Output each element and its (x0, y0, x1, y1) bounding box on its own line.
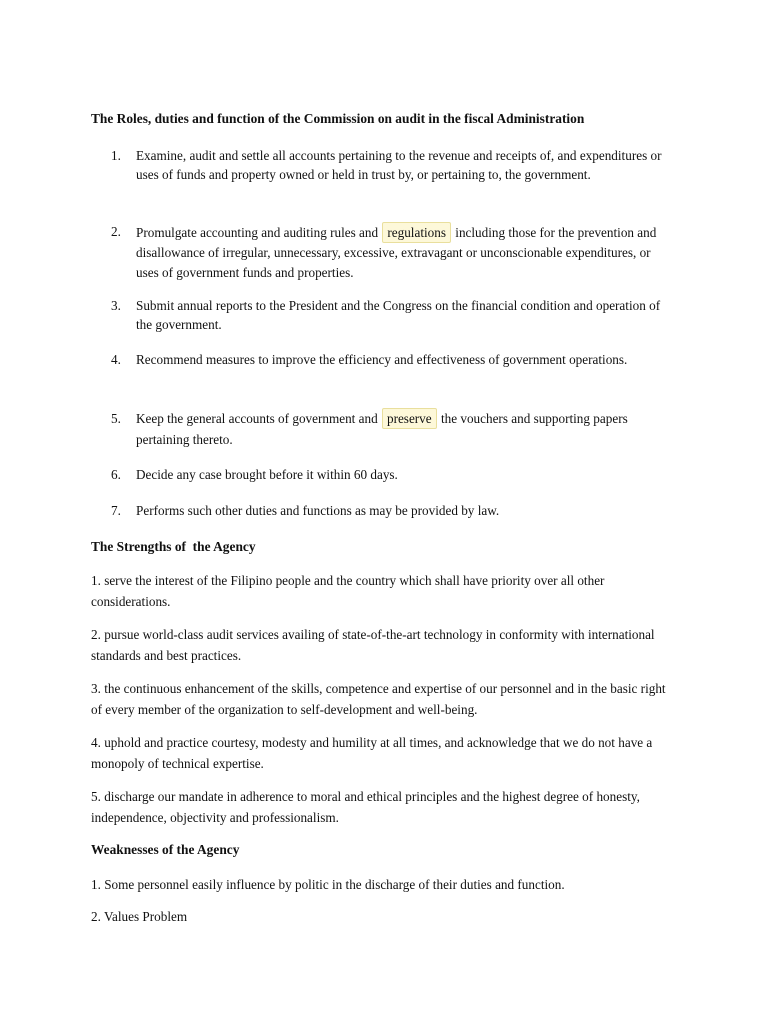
weaknesses-heading: Weaknesses of the Agency (91, 842, 240, 857)
list-number: 3. (111, 298, 121, 313)
text-after: including those for the prevention and disallowance of irregular, unnecessary, excessive, extravagant or unconscionable expenditures, or uses of government funds and properties. (136, 225, 657, 280)
highlighted-term[interactable]: regulations (382, 222, 451, 243)
list-text (136, 222, 676, 282)
strengths-heading: The Strengths of the Agency (91, 539, 256, 554)
weakness-item: 1. Some personnel easily influence by politic in the discharge of their duties and function. (91, 877, 565, 892)
list-text: Examine, audit and settle all accounts pertaining to the revenue and receipts of, and expenditures or uses of funds and property owned or held in trust by, or pertaining to, the government. (136, 148, 662, 182)
strength-item: 4. uphold and practice courtesy, modesty and humility at all times, and acknowledge that we do not have a monopoly of technical expertise. (91, 735, 653, 771)
list-number: 6. (111, 467, 121, 482)
list-text: Submit annual reports to the President and the Congress on the financial condition and operation of the government. (136, 298, 661, 332)
highlighted-term[interactable]: preserve (382, 408, 437, 429)
strength-item: 3. the continuous enhancement of the skills, competence and expertise of our personnel and in the basic right of every member of the organization to self-development and well-being. (91, 681, 666, 717)
document-title: The Roles, duties and function of the Commission on audit in the fiscal Administration (91, 111, 585, 126)
text-before: Promulgate accounting and auditing rules and (136, 225, 379, 240)
list-text: Performs such other duties and functions as may be provided by law. (136, 503, 500, 518)
weakness-item: 2. Values Problem (91, 909, 188, 924)
list-number: 1. (111, 148, 121, 163)
list-item (111, 466, 676, 485)
list-item (111, 147, 676, 184)
strength-item: 5. discharge our mandate in adherence to moral and ethical principles and the highest degree of honesty, independence, objectivity and professionalism. (91, 789, 640, 825)
list-item (111, 297, 676, 334)
list-text: Decide any case brought before it within 60 days. (136, 467, 398, 482)
list-number: 5. (111, 411, 121, 426)
list-item (111, 351, 676, 370)
list-text: Recommend measures to improve the efficiency and effectiveness of government operations. (136, 352, 628, 367)
text-after: the vouchers and supporting papers pertaining thereto. (136, 411, 628, 447)
list-number: 2. (111, 224, 121, 239)
text-before: Keep the general accounts of government and (136, 411, 378, 426)
strength-item: 1. serve the interest of the Filipino people and the country which shall have priority over all other considerations. (91, 573, 605, 609)
list-text (136, 408, 676, 450)
list-item (111, 222, 676, 282)
list-number: 7. (111, 503, 121, 518)
list-number: 4. (111, 352, 121, 367)
list-item (111, 502, 676, 521)
strength-item: 2. pursue world-class audit services availing of state-of-the-art technology in conformity with international standards and best practices. (91, 627, 655, 663)
list-item (111, 408, 676, 450)
